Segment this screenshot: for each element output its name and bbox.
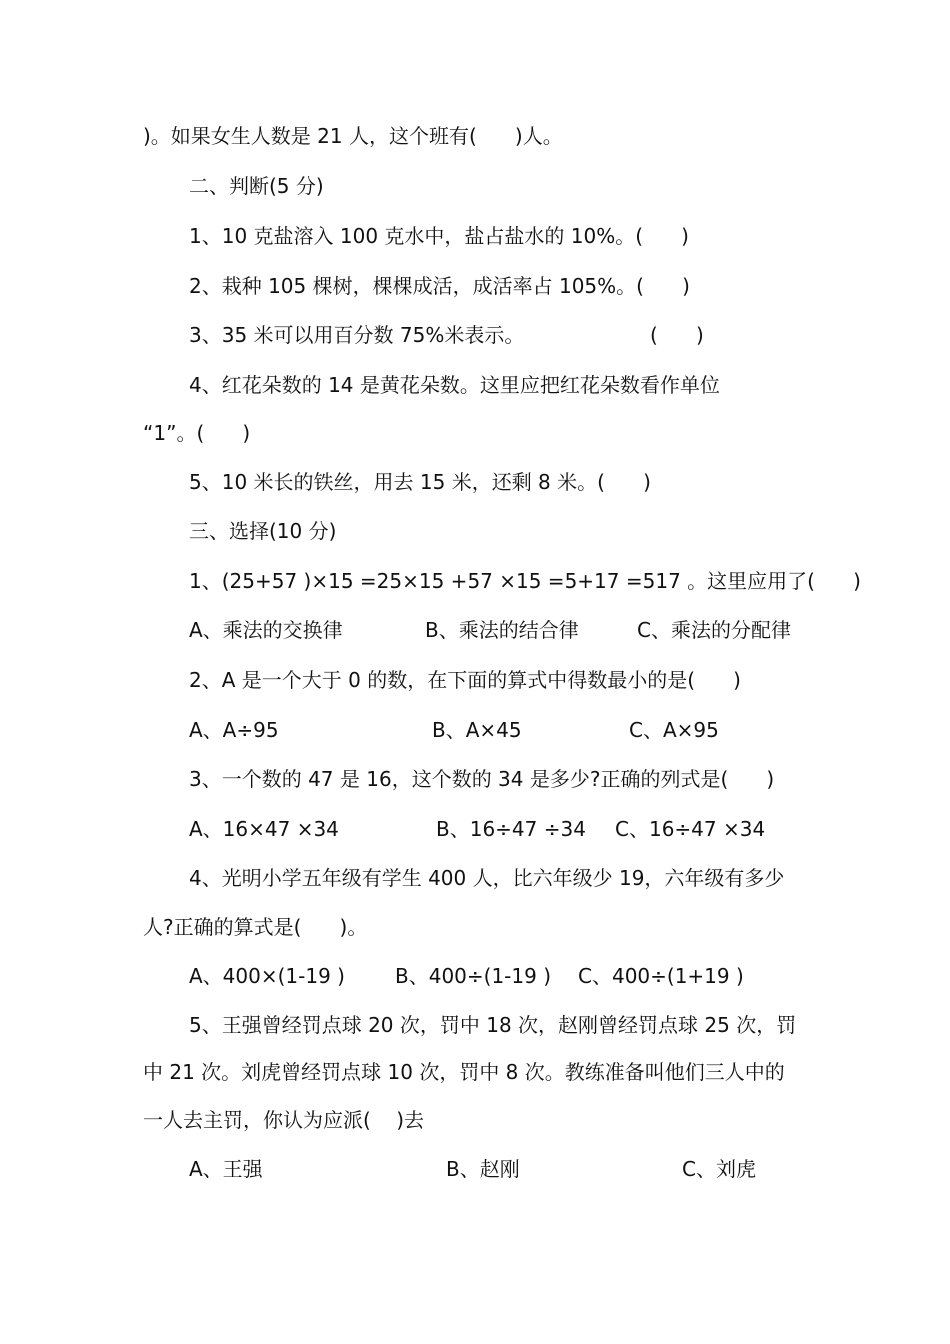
question-line-continued: 一人去主罚，你认为应派( )去: [143, 1108, 425, 1132]
question-line: 2、栽种 105 棵树，棵棵成活，成活率占 105%。( ): [189, 274, 690, 298]
question-line-continued: 人?正确的算式是( )。: [143, 915, 368, 939]
question-line: 4、红花朵数的 14 是黄花朵数。这里应把红花朵数看作单位: [189, 373, 720, 397]
option-b: B、16÷47 ÷34: [436, 817, 586, 841]
option-c: C、400÷(1+19 ): [578, 964, 744, 988]
question-line-continued: “1”。( ): [143, 421, 251, 445]
option-a: A、400×(1-19 ): [189, 964, 345, 988]
option-a: A、16×47 ×34: [189, 817, 339, 841]
section-heading-choice: 三、选择(10 分): [189, 519, 337, 543]
answer-blank: ( ): [650, 323, 704, 347]
option-c: C、A×95: [629, 718, 719, 742]
question-line: 5、王强曾经罚点球 20 次，罚中 18 次，赵刚曾经罚点球 25 次，罚: [189, 1013, 797, 1037]
option-b: B、A×45: [432, 718, 522, 742]
option-a: A、王强: [189, 1157, 263, 1181]
text-line: )。如果女生人数是 21 人，这个班有( )人。: [143, 124, 563, 148]
option-b: B、赵刚: [446, 1157, 520, 1181]
question-line: 1、(25+57 )×15 =25×15 +57 ×15 =5+17 =517 。这里应用了( ): [189, 569, 861, 593]
question-line-continued: 中 21 次。刘虎曾经罚点球 10 次，罚中 8 次。教练准备叫他们三人中的: [143, 1060, 785, 1084]
question-line: 2、A 是一个大于 0 的数，在下面的算式中得数最小的是( ): [189, 668, 741, 692]
option-c: C、16÷47 ×34: [615, 817, 766, 841]
option-c: C、刘虎: [682, 1157, 756, 1181]
option-a: A、A÷95: [189, 718, 279, 742]
option-c: C、乘法的分配律: [637, 618, 791, 642]
question-line: 4、光明小学五年级有学生 400 人，比六年级少 19，六年级有多少: [189, 866, 785, 890]
option-b: B、乘法的结合律: [425, 618, 579, 642]
question-line: 1、10 克盐溶入 100 克水中，盐占盐水的 10%。( ): [189, 224, 689, 248]
option-b: B、400÷(1-19 ): [395, 964, 552, 988]
question-line: 3、一个数的 47 是 16，这个数的 34 是多少?正确的列式是( ): [189, 767, 775, 791]
question-line: 3、35 米可以用百分数 75%米表示。: [189, 323, 525, 347]
section-heading-judgement: 二、判断(5 分): [189, 174, 324, 198]
question-line: 5、10 米长的铁丝，用去 15 米，还剩 8 米。( ): [189, 470, 651, 494]
option-a: A、乘法的交换律: [189, 618, 343, 642]
